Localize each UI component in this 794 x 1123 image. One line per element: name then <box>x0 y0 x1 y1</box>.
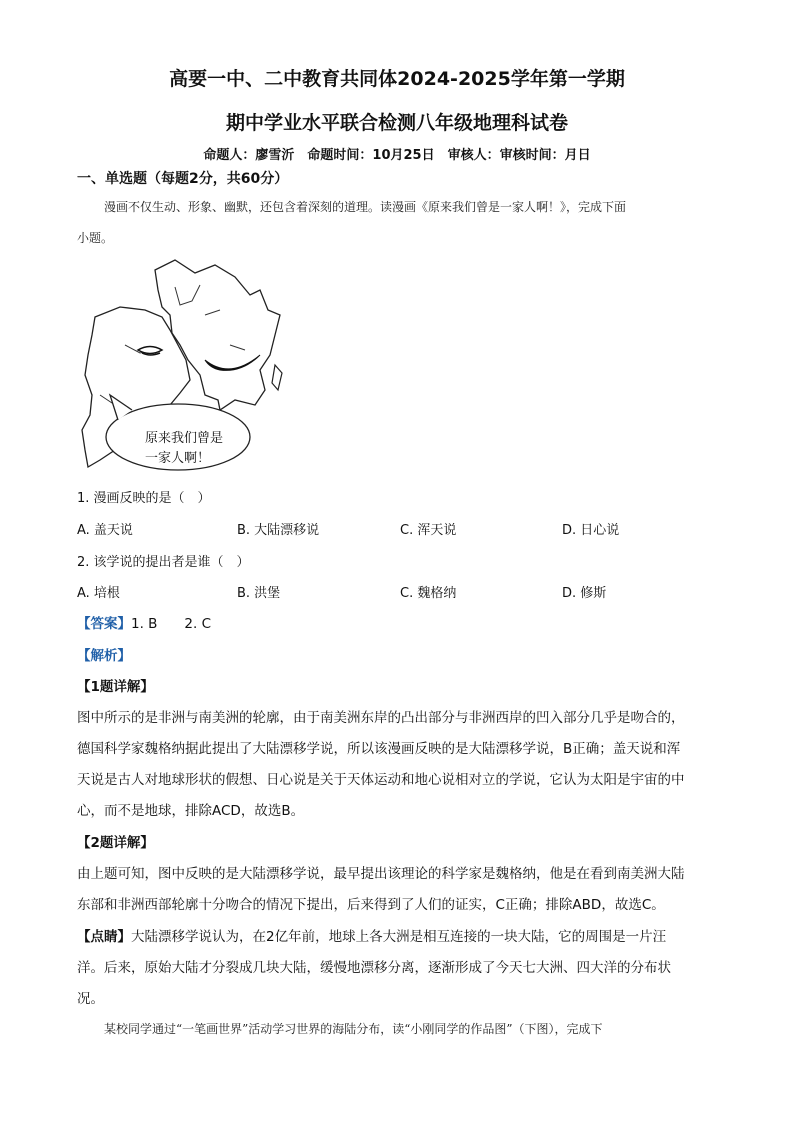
question-2-option-c: C. 魏格纳 <box>400 586 457 601</box>
detail2-line1: 由上题可知，图中反映的是大陆漂移学说，最早提出该理论的科学家是魏格纳，他是在看到南美洲大陆 <box>77 866 685 882</box>
detail2-line2: 东部和非洲西部轮廓十分吻合的情况下提出，后来得到了人们的证实，C正确；排除ABD，故选C。 <box>77 897 665 913</box>
analysis-label: 【解析】 <box>77 648 131 664</box>
answer-text: 1. B 2. C <box>131 616 212 632</box>
detail1-label: 【1题详解】 <box>77 679 154 695</box>
answer-label: 【答案】 <box>77 616 131 632</box>
tip-line2: 洋。后来，原始大陆才分裂成几块大陆，缓慢地漂移分离，逐渐形成了今天七大洲、四大洋的分布状 <box>77 960 671 976</box>
exam-title-line1: 高要一中、二中教育共同体2024-2025学年第一学期 <box>169 68 625 90</box>
question-2-stem: 2. 该学说的提出者是谁（ ） <box>77 555 250 570</box>
exam-title-line2: 期中学业水平联合检测八年级地理科试卷 <box>225 112 568 134</box>
tip-text-line1: 大陆漂移学说认为，在2亿年前，地球上各大洲是相互连接的一块大陆，它的周围是一片汪 <box>131 929 667 945</box>
tip-label: 【点睛】 <box>77 929 131 945</box>
question-1-option-b: B. 大陆漂移说 <box>237 523 320 538</box>
question-1-option-c: C. 浑天说 <box>400 523 457 538</box>
question-2-option-d: D. 修斯 <box>562 586 607 601</box>
detail1-line2: 德国科学家魏格纳据此提出了大陆漂移学说，所以该漫画反映的是大陆漂移学说，B正确；盖天说和浑 <box>77 741 681 757</box>
section-stem-line2: 小题。 <box>77 231 114 245</box>
next-section-stem: 某校同学通过“一笔画世界”活动学习世界的海陆分布，读“小刚同学的作品图”（下图），完成下 <box>104 1022 603 1036</box>
bubble-text-line2: 一家人啊！ <box>145 451 211 466</box>
section-stem-line1: 漫画不仅生动、形象、幽默，还包含着深刻的道理。读漫画《原来我们曾是一家人啊！》，完成下面 <box>104 200 627 214</box>
question-1-option-d: D. 日心说 <box>562 523 620 538</box>
exam-meta: 命题人：廖雪沂 命题时间：10月25日 审核人：审核时间：月日 <box>203 148 591 163</box>
africa-outline <box>155 260 280 410</box>
question-1-stem: 1. 漫画反映的是（ ） <box>77 491 211 506</box>
bubble-text-line1: 原来我们曾是 <box>145 431 224 446</box>
detail1-line1: 图中所示的是非洲与南美洲的轮廓，由于南美洲东岸的凸出部分与非洲西岸的凹入部分几乎是吻合的， <box>77 710 685 726</box>
tip-line3: 况。 <box>77 991 104 1007</box>
question-1-option-a: A. 盖天说 <box>77 523 133 538</box>
detail2-label: 【2题详解】 <box>77 835 154 851</box>
detail1-line4: 心，而不是地球，排除ACD，故选B。 <box>77 803 305 819</box>
answer-line <box>77 612 211 632</box>
section-heading: 一、单选题（每题2分，共60分） <box>77 171 289 187</box>
tip-line1 <box>77 925 717 945</box>
question-2-option-b: B. 洪堡 <box>237 586 281 601</box>
question-2-option-a: A. 培根 <box>77 586 120 601</box>
analysis-line <box>77 644 131 664</box>
smile-mark <box>205 355 260 370</box>
detail1-line3: 天说是古人对地球形状的假想、日心说是关于天体运动和地心说相对立的学说，它认为太阳是宇宙的中 <box>77 772 685 788</box>
